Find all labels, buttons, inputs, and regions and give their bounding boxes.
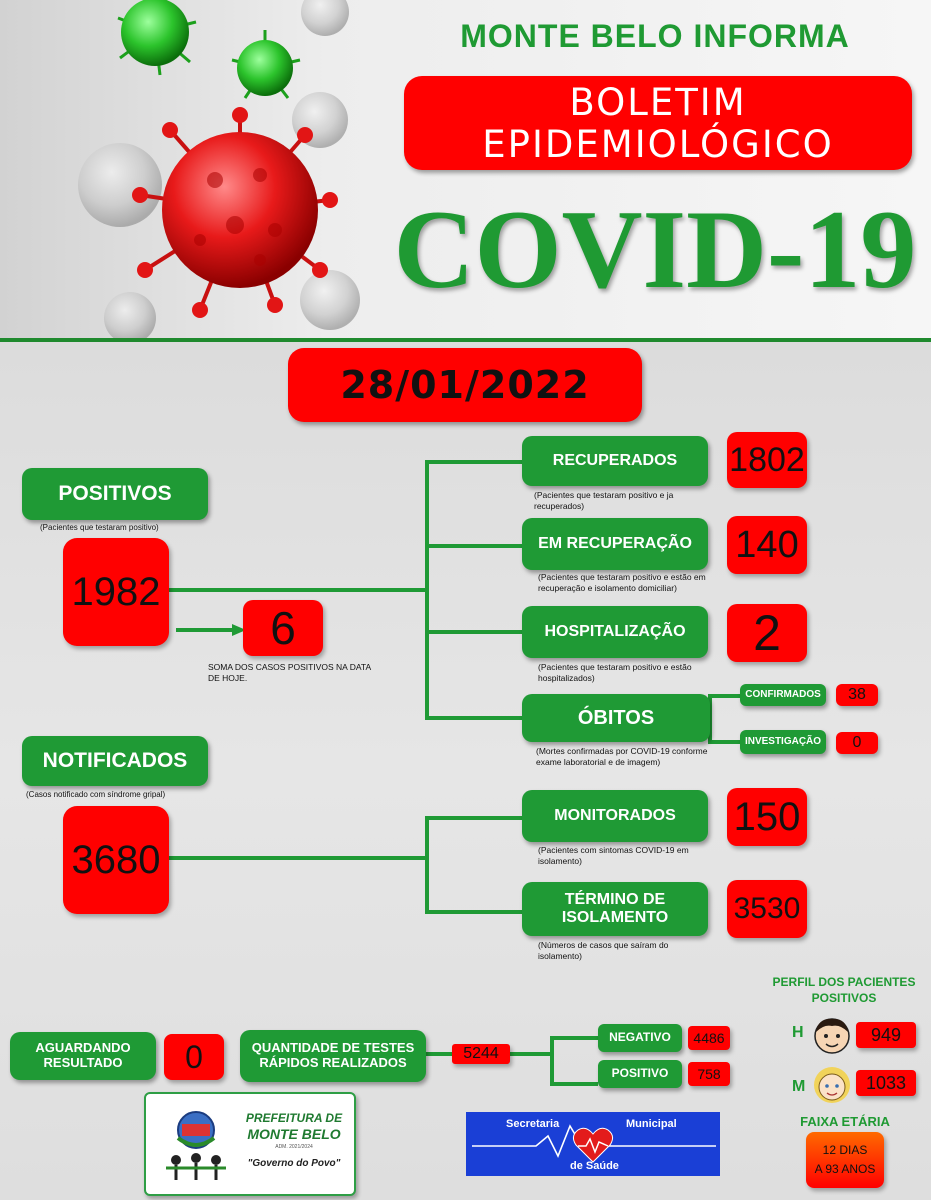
green-virus-icon — [118, 0, 300, 98]
perfil-title — [752, 974, 931, 1006]
branch-hospitalizacao — [425, 630, 525, 634]
prefeitura-emblem-icon — [160, 1108, 230, 1184]
secretaria-word3: de Saúde — [570, 1160, 619, 1172]
obitos-confirmados-label: CONFIRMADOS — [740, 684, 826, 706]
branch-positivo — [550, 1082, 598, 1086]
termino-label — [522, 882, 708, 936]
termino-label-line2: ISOLAMENTO — [561, 909, 669, 926]
testes-label — [240, 1030, 426, 1082]
obitos-confirmados-value: 38 — [836, 684, 878, 706]
hospitalizacao-value: 2 — [727, 604, 807, 662]
obitos-investigacao-label: INVESTIGAÇÃO — [740, 730, 826, 754]
em-recuperacao-value: 140 — [727, 516, 807, 574]
monitorados-note: (Pacientes com sintomas COVID-19 em isolamento) — [538, 845, 689, 867]
positivos-today-value: 6 — [243, 600, 323, 656]
prefeitura-line1: PREFEITURA DE — [245, 1111, 343, 1125]
perfil-h-value: 949 — [856, 1022, 916, 1048]
notificados-value: 3680 — [63, 806, 169, 914]
hospitalizacao-label: HOSPITALIZAÇÃO — [522, 606, 708, 658]
positivos-today-note: SOMA DOS CASOS POSITIVOS NA DATA DE HOJE. — [208, 662, 371, 684]
covid-title: COVID-19 — [393, 188, 917, 312]
obitos-investigacao-value: 0 — [836, 732, 878, 754]
notificados-note: (Casos notificado com síndrome gripal) — [26, 790, 166, 799]
positivos-value: 1982 — [63, 538, 169, 646]
em-recuperacao-label: EM RECUPERAÇÃO — [522, 518, 708, 570]
positivos-label: POSITIVOS — [22, 468, 208, 520]
positivo-value: 758 — [688, 1062, 730, 1086]
positivo-label: POSITIVO — [598, 1060, 682, 1088]
negativo-value: 4486 — [688, 1026, 730, 1050]
date-text: 28/01/2022 — [340, 363, 590, 407]
perfil-title-line1: PERFIL DOS PACIENTES — [772, 975, 916, 989]
recuperados-note: (Pacientes que testaram positivo e ja recuperados) — [534, 490, 674, 512]
perfil-m-label: M — [792, 1078, 806, 1095]
perfil-title-line2: POSITIVOS — [811, 991, 877, 1005]
branch-termino — [425, 910, 525, 914]
testes-label-line2: RÁPIDOS REALIZADOS — [259, 1055, 407, 1070]
termino-label-line1: TÉRMINO DE — [564, 890, 666, 908]
secretaria-word1: Secretaria — [506, 1118, 560, 1130]
aguardando-label — [10, 1032, 156, 1080]
obitos-label: ÓBITOS — [522, 694, 710, 742]
branch-negativo — [550, 1036, 598, 1040]
testes-label-line1: QUANTIDADE DE TESTES — [251, 1040, 415, 1056]
branch-recuperados — [425, 460, 525, 464]
aguardando-label-line2: RESULTADO — [43, 1055, 123, 1070]
tree-trunk-bottom — [425, 816, 429, 912]
recuperados-label: RECUPERADOS — [522, 436, 708, 486]
girl-face-icon — [812, 1064, 852, 1106]
termino-note: (Números de casos que saíram do isolamento) — [538, 940, 669, 962]
prefeitura-small: ADM. 2021/2024 — [275, 1144, 313, 1150]
aguardando-label-line1: AGUARDANDO — [35, 1040, 131, 1056]
hospitalizacao-note: (Pacientes que testaram positivo e estão hospitalizados) — [538, 662, 692, 684]
branch-testes-split — [508, 1052, 554, 1056]
em-recuperacao-note: (Pacientes que testaram positivo e estão em recuperação e isolamento domiciliar) — [538, 572, 706, 594]
recuperados-value: 1802 — [727, 432, 807, 488]
branch-em-recuperacao — [425, 544, 525, 548]
monitorados-value: 150 — [727, 788, 807, 846]
faixa-etaria-line2: A 93 ANOS — [814, 1162, 876, 1176]
secretaria-logo — [466, 1112, 720, 1176]
perfil-m-value: 1033 — [856, 1070, 916, 1096]
prefeitura-slogan: "Governo do Povo" — [247, 1158, 341, 1169]
testes-fork — [550, 1036, 554, 1084]
notificados-label: NOTIFICADOS — [22, 736, 208, 786]
monitorados-label: MONITORADOS — [522, 790, 708, 842]
faixa-etaria-label: FAIXA ETÁRIA — [800, 1114, 890, 1129]
obitos-note: (Mortes confirmadas por COVID-19 conforme exame laboratorial e de imagem) — [536, 746, 708, 768]
prefeitura-logo — [144, 1092, 356, 1196]
date-banner — [288, 348, 642, 422]
faixa-etaria-value — [806, 1132, 884, 1188]
perfil-h-label: H — [792, 1024, 804, 1041]
branch-obitos — [425, 716, 525, 720]
termino-value: 3530 — [727, 880, 807, 938]
arrow-shaft — [176, 628, 236, 632]
prefeitura-line2: MONTE BELO — [247, 1126, 341, 1142]
boletim-line2: EPIDEMIOLÓGICO — [482, 123, 834, 166]
testes-value: 5244 — [452, 1044, 510, 1064]
virus-illustration — [0, 0, 400, 340]
branch-confirmados — [708, 694, 742, 698]
branch-monitorados — [425, 816, 525, 820]
boy-face-icon — [812, 1014, 852, 1056]
faixa-etaria-line1: 12 DIAS — [822, 1142, 868, 1157]
boletim-banner — [404, 76, 912, 170]
header-top-title: MONTE BELO INFORMA — [460, 18, 850, 54]
branch-investigacao — [708, 740, 742, 744]
positivos-note: (Pacientes que testaram positivo) — [40, 523, 159, 532]
aguardando-value: 0 — [164, 1034, 224, 1080]
branch-notificados — [168, 856, 428, 860]
negativo-label: NEGATIVO — [598, 1024, 682, 1052]
branch-positivos — [168, 588, 428, 592]
secretaria-word2: Municipal — [626, 1118, 677, 1130]
boletim-line1: BOLETIM — [569, 81, 747, 124]
